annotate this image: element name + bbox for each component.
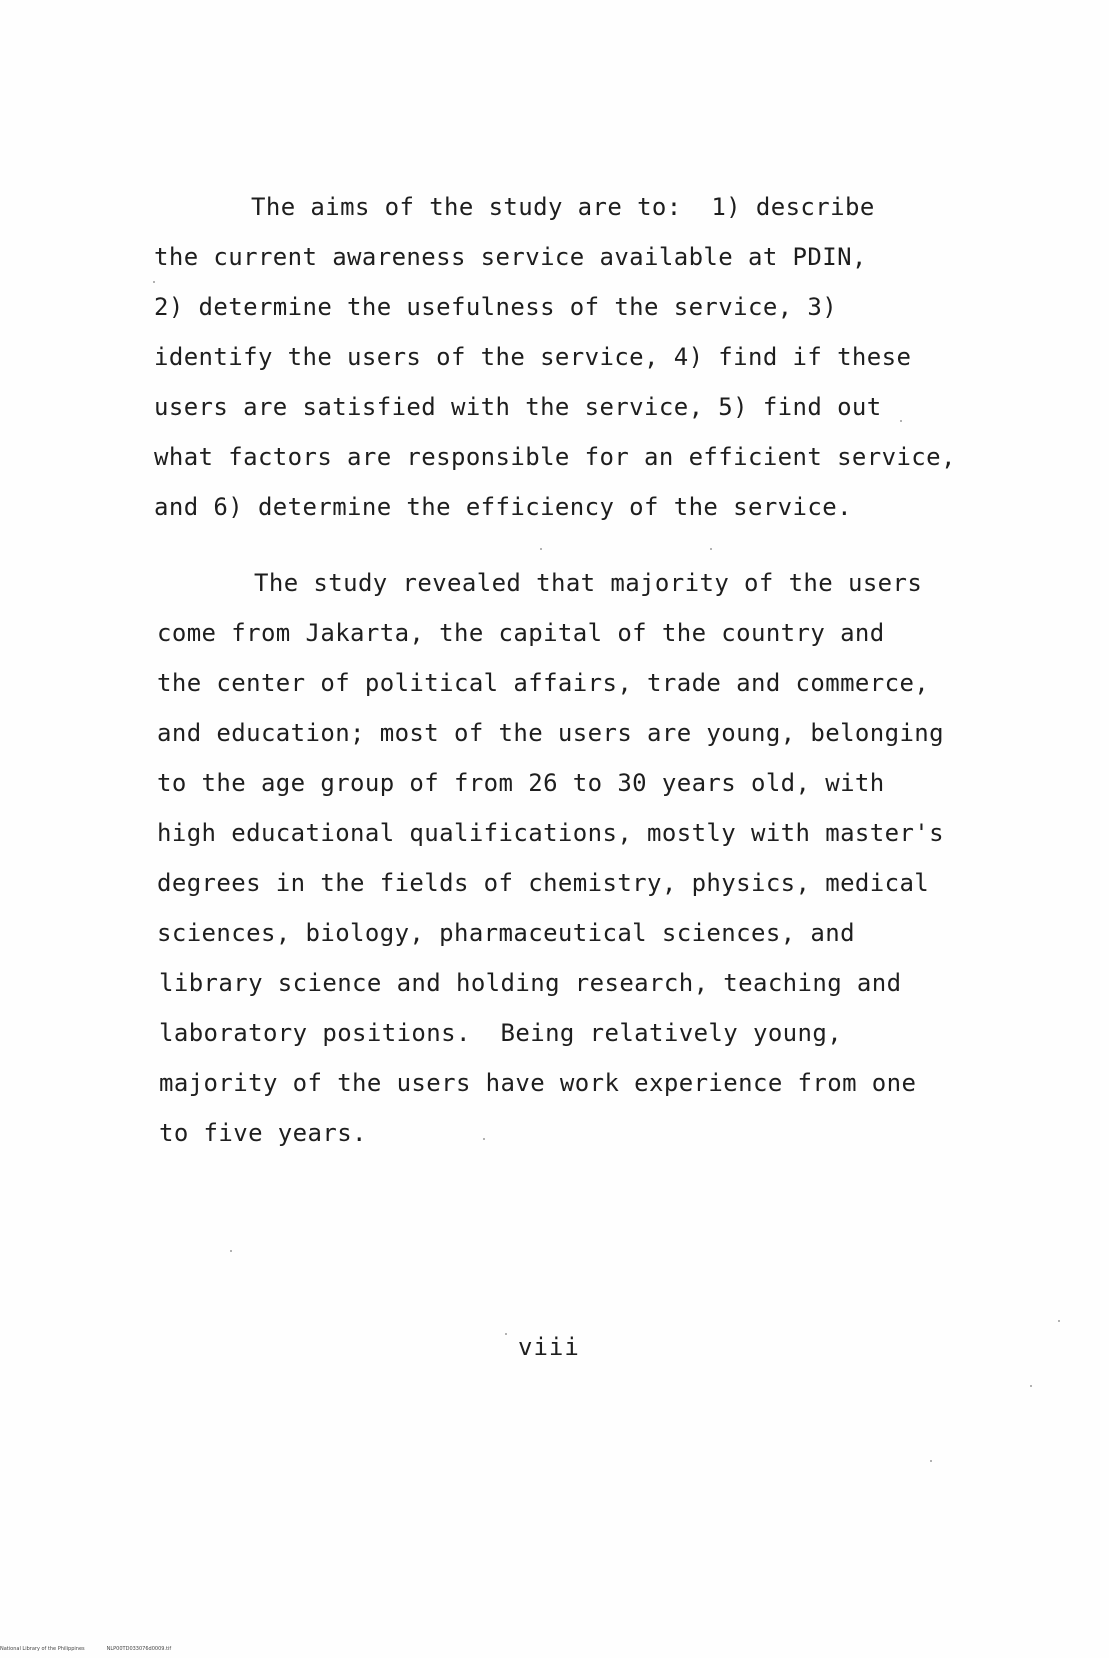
paragraph-line: The study revealed that majority of the users	[254, 569, 923, 597]
paragraph-line: to the age group of from 26 to 30 years old, with	[157, 769, 885, 797]
footer-file-id: NLP00TD033076d0009.tif	[106, 1646, 172, 1652]
scan-speck	[153, 281, 155, 283]
paragraph-line: The aims of the study are to: 1) describe	[251, 193, 875, 221]
paragraph-line: and 6) determine the efficiency of the service.	[154, 493, 852, 521]
scan-footer	[0, 1646, 193, 1652]
scan-speck	[930, 1460, 932, 1462]
scan-speck	[710, 548, 712, 550]
scan-speck	[1058, 1320, 1060, 1322]
paragraph-line: sciences, biology, pharmaceutical sciences, and	[157, 919, 855, 947]
paragraph-line: degrees in the fields of chemistry, physics, medical	[157, 869, 930, 897]
scan-speck	[505, 1333, 507, 1335]
paragraph-line: majority of the users have work experience from one	[159, 1069, 917, 1097]
scan-speck	[900, 420, 902, 422]
paragraph-line: users are satisfied with the service, 5) find out	[154, 393, 882, 421]
scan-speck	[1030, 1385, 1032, 1387]
scan-speck	[483, 1138, 485, 1140]
paragraph-line: the current awareness service available at PDIN,	[154, 243, 867, 271]
paragraph-line: to five years.	[159, 1119, 367, 1147]
paragraph-line: laboratory positions. Being relatively young,	[159, 1019, 843, 1047]
paragraph-line: 2) determine the usefulness of the service, 3)	[154, 293, 838, 321]
scan-speck	[540, 548, 542, 550]
paragraph-line: come from Jakarta, the capital of the country and	[157, 619, 885, 647]
paragraph-line: library science and holding research, teaching and	[159, 969, 902, 997]
footer-library: National Library of the Philippines	[0, 1646, 85, 1652]
scan-speck	[230, 1250, 232, 1252]
paragraph-line: high educational qualifications, mostly with master's	[157, 819, 945, 847]
paragraph-line: and education; most of the users are young, belonging	[157, 719, 945, 747]
paragraph-line: what factors are responsible for an efficient service,	[154, 443, 956, 471]
paragraph-line: the center of political affairs, trade and commerce,	[157, 669, 930, 697]
page-number: viii	[518, 1333, 580, 1361]
paragraph-line: identify the users of the service, 4) find if these	[154, 343, 912, 371]
